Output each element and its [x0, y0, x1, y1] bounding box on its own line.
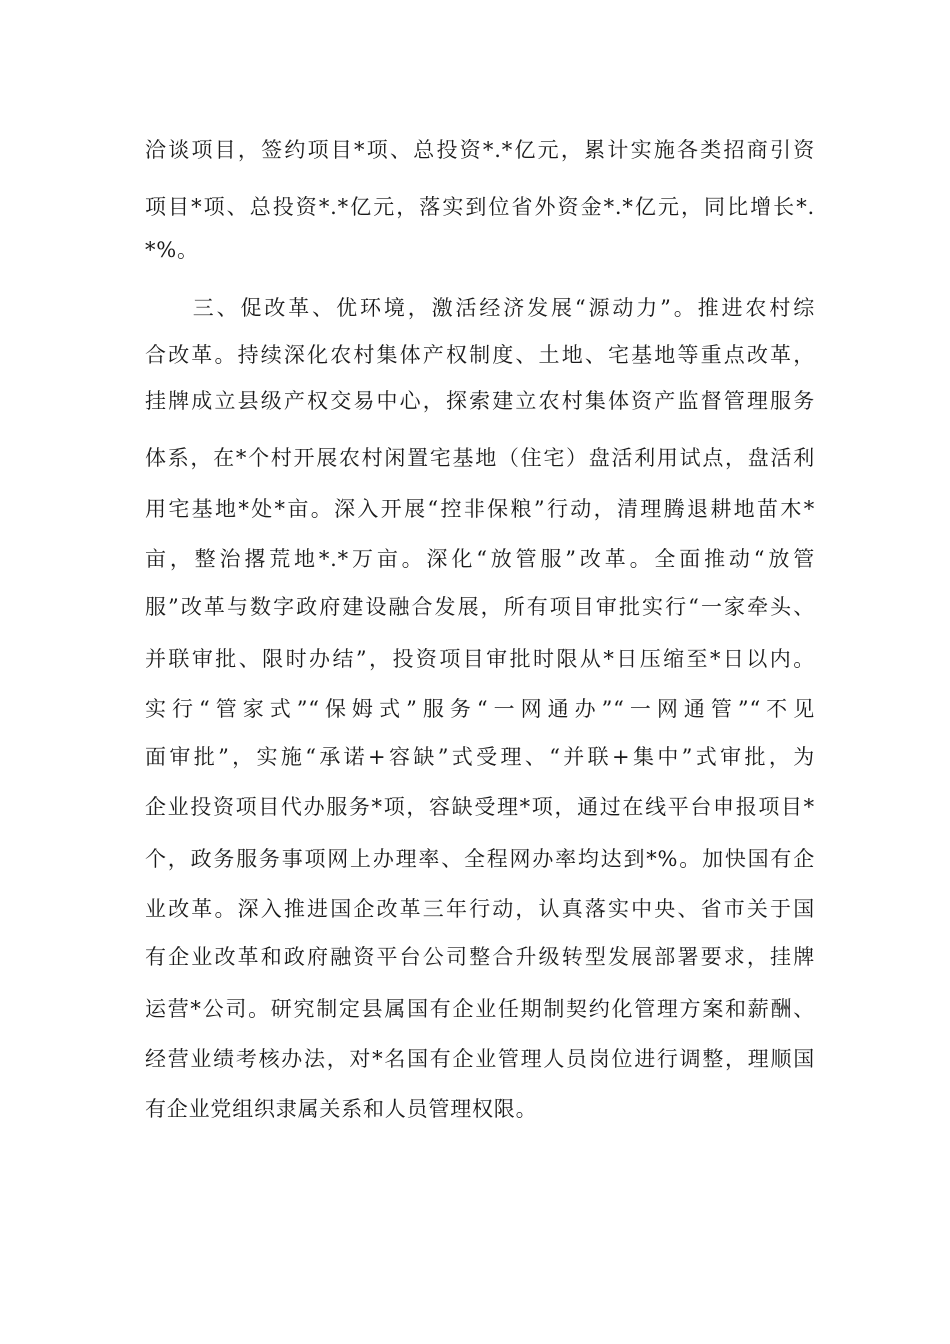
- text-line: 亩，整治撂荒地*.*万亩。深化“放管服”改革。全面推动“放管: [145, 547, 815, 571]
- text-line: 运营*公司。研究制定县属国有企业任期制契约化管理方案和薪酬、: [145, 997, 815, 1021]
- text-line: 并联审批、限时办结”，投资项目审批时限从*日压缩至*日以内。: [145, 647, 815, 671]
- text-line: 体系，在*个村开展农村闲置宅基地（住宅）盘活利用试点，盘活利: [145, 446, 815, 470]
- text-line: 业改革。深入推进国企改革三年行动，认真落实中央、省市关于国: [145, 897, 815, 921]
- text-line: 服”改革与数字政府建设融合发展，所有项目审批实行“一家牵头、: [145, 595, 815, 619]
- text-line: 洽谈项目，签约项目*项、总投资*.*亿元，累计实施各类招商引资: [145, 138, 815, 162]
- text-line: 挂牌成立县级产权交易中心，探索建立农村集体资产监督管理服务: [145, 389, 815, 413]
- text-line: 合改革。持续深化农村集体产权制度、土地、宅基地等重点改革，: [145, 343, 815, 367]
- text-line: *%。: [145, 238, 199, 262]
- text-line: 企业投资项目代办服务*项，容缺受理*项，通过在线平台申报项目*: [145, 795, 815, 819]
- text-line: 面审批”，实施“承诺+容缺”式受理、“并联+集中”式审批，为: [145, 745, 815, 769]
- text-line: 经营业绩考核办法，对*名国有企业管理人员岗位进行调整，理顺国: [145, 1047, 815, 1071]
- text-line: 个，政务服务事项网上办理率、全程网办率均达到*%。加快国有企: [145, 847, 815, 871]
- text-line: 用宅基地*处*亩。深入开展“控非保粮”行动，清理腾退耕地苗木*: [145, 497, 815, 521]
- text-line: 实行“管家式”“保姆式”服务“一网通办”“一网通管”“不见: [145, 697, 815, 721]
- text-line: 项目*项、总投资*.*亿元，落实到位省外资金*.*亿元，同比增长*.: [145, 195, 815, 219]
- text-line: 有企业党组织隶属关系和人员管理权限。: [145, 1097, 538, 1121]
- section-heading-line: 三、促改革、优环境，激活经济发展“源动力”。推进农村综: [145, 296, 815, 320]
- text-line: 有企业改革和政府融资平台公司整合升级转型发展部署要求，挂牌: [145, 945, 815, 969]
